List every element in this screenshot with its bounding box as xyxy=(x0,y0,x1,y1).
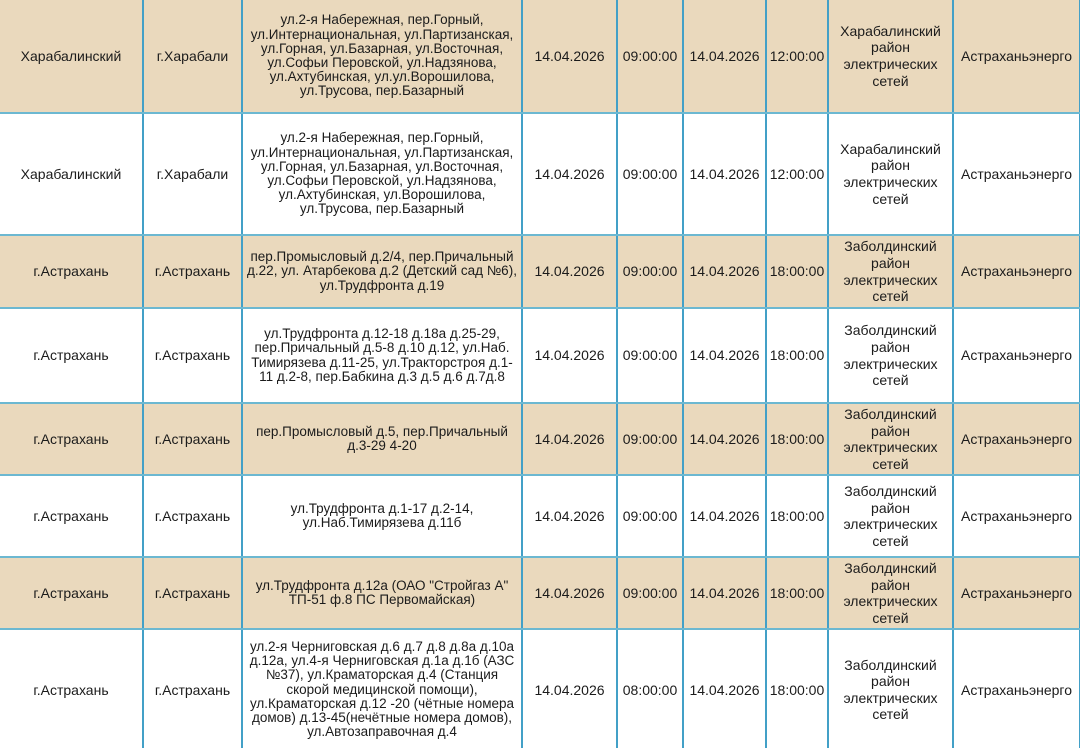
cell-branch: Астраханьэнерго xyxy=(953,557,1080,629)
cell-start-date: 14.04.2026 xyxy=(522,113,617,235)
cell-network-district: Харабалинский район электрических сетей xyxy=(828,0,953,113)
cell-branch: Астраханьэнерго xyxy=(953,308,1080,403)
cell-streets: ул.2-я Черниговская д.6 д.7 д.8 д.8а д.10а д.12а, ул.4-я Черниговская д.1а д.1б (АЗС №37), ул.Краматорская д.4 (Станция скорой медицинской помощи), ул.Краматорская д.12 -20 (чётные номера домов) д.13-45(нечётные номера домов), ул.Автозаправочная д.4 xyxy=(242,629,522,748)
table-row xyxy=(0,475,1080,557)
cell-end-time: 18:00:00 xyxy=(766,235,828,308)
cell-start-time: 09:00:00 xyxy=(617,0,683,113)
cell-city: г.Астрахань xyxy=(143,308,242,403)
cell-start-time: 08:00:00 xyxy=(617,629,683,748)
table-row xyxy=(0,113,1080,235)
cell-start-date: 14.04.2026 xyxy=(522,235,617,308)
cell-branch: Астраханьэнерго xyxy=(953,0,1080,113)
cell-city: г.Харабали xyxy=(143,0,242,113)
cell-district: Харабалинский xyxy=(0,0,143,113)
cell-district: г.Астрахань xyxy=(0,235,143,308)
cell-end-time: 12:00:00 xyxy=(766,113,828,235)
cell-end-time: 18:00:00 xyxy=(766,629,828,748)
cell-end-date: 14.04.2026 xyxy=(683,629,766,748)
cell-start-date: 14.04.2026 xyxy=(522,629,617,748)
cell-streets: пер.Промысловый д.5, пер.Причальный д.3-29 4-20 xyxy=(242,403,522,475)
cell-district: Харабалинский xyxy=(0,113,143,235)
cell-district: г.Астрахань xyxy=(0,308,143,403)
cell-streets: ул.Трудфронта д.1-17 д.2-14, ул.Наб.Тимирязева д.11б xyxy=(242,475,522,557)
cell-city: г.Астрахань xyxy=(143,629,242,748)
cell-start-time: 09:00:00 xyxy=(617,113,683,235)
cell-end-time: 18:00:00 xyxy=(766,308,828,403)
cell-start-time: 09:00:00 xyxy=(617,403,683,475)
cell-branch: Астраханьэнерго xyxy=(953,629,1080,748)
table-row xyxy=(0,629,1080,748)
cell-end-time: 18:00:00 xyxy=(766,557,828,629)
cell-branch: Астраханьэнерго xyxy=(953,403,1080,475)
table-row xyxy=(0,308,1080,403)
cell-city: г.Астрахань xyxy=(143,235,242,308)
cell-start-time: 09:00:00 xyxy=(617,475,683,557)
cell-streets: ул.2-я Набережная, пер.Горный, ул.Интернациональная, ул.Партизанская, ул.Горная, ул.Базарная, ул.Восточная, ул.Софьи Перовской, ул.Надзянова, ул.Ахтубинская, ул.Ворошилова, ул.Трусова, пер.Базарный xyxy=(242,113,522,235)
cell-end-time: 12:00:00 xyxy=(766,0,828,113)
cell-branch: Астраханьэнерго xyxy=(953,113,1080,235)
cell-start-date: 14.04.2026 xyxy=(522,308,617,403)
cell-city: г.Астрахань xyxy=(143,557,242,629)
cell-network-district: Заболдинский район электрических сетей xyxy=(828,308,953,403)
cell-end-date: 14.04.2026 xyxy=(683,557,766,629)
cell-network-district: Харабалинский район электрических сетей xyxy=(828,113,953,235)
cell-streets: пер.Промысловый д.2/4, пер.Причальный д.22, ул. Атарбекова д.2 (Детский сад №6), ул.Трудфронта д.19 xyxy=(242,235,522,308)
cell-branch: Астраханьэнерго xyxy=(953,475,1080,557)
cell-network-district: Заболдинский район электрических сетей xyxy=(828,235,953,308)
cell-network-district: Заболдинский район электрических сетей xyxy=(828,629,953,748)
cell-end-time: 18:00:00 xyxy=(766,403,828,475)
cell-start-date: 14.04.2026 xyxy=(522,403,617,475)
cell-network-district: Заболдинский район электрических сетей xyxy=(828,403,953,475)
cell-city: г.Астрахань xyxy=(143,475,242,557)
cell-district: г.Астрахань xyxy=(0,557,143,629)
cell-branch: Астраханьэнерго xyxy=(953,235,1080,308)
cell-streets: ул.2-я Набережная, пер.Горный, ул.Интернациональная, ул.Партизанская, ул.Горная, ул.Базарная, ул.Восточная, ул.Софьи Перовской, ул.Надзянова, ул.Ахтубинская, ул.ул.Ворошилова, ул.Трусова, пер.Базарный xyxy=(242,0,522,113)
cell-end-date: 14.04.2026 xyxy=(683,235,766,308)
cell-end-time: 18:00:00 xyxy=(766,475,828,557)
cell-end-date: 14.04.2026 xyxy=(683,308,766,403)
cell-network-district: Заболдинский район электрических сетей xyxy=(828,557,953,629)
cell-start-date: 14.04.2026 xyxy=(522,0,617,113)
cell-streets: ул.Трудфронта д.12а (ОАО "Стройгаз А" ТП-51 ф.8 ПС Первомайская) xyxy=(242,557,522,629)
cell-end-date: 14.04.2026 xyxy=(683,0,766,113)
cell-end-date: 14.04.2026 xyxy=(683,475,766,557)
cell-district: г.Астрахань xyxy=(0,403,143,475)
cell-district: г.Астрахань xyxy=(0,629,143,748)
cell-city: г.Харабали xyxy=(143,113,242,235)
cell-start-time: 09:00:00 xyxy=(617,557,683,629)
cell-start-date: 14.04.2026 xyxy=(522,475,617,557)
cell-network-district: Заболдинский район электрических сетей xyxy=(828,475,953,557)
cell-end-date: 14.04.2026 xyxy=(683,113,766,235)
cell-streets: ул.Трудфронта д.12-18 д.18а д.25-29, пер.Причальный д.5-8 д.10 д.12, ул.Наб. Тимирязева д.11-25, ул.Тракторстроя д.1-11 д.2-8, пер.Бабкина д.3 д.5 д.6 д.7д.8 xyxy=(242,308,522,403)
cell-district: г.Астрахань xyxy=(0,475,143,557)
cell-start-time: 09:00:00 xyxy=(617,235,683,308)
cell-city: г.Астрахань xyxy=(143,403,242,475)
table-row xyxy=(0,235,1080,308)
cell-end-date: 14.04.2026 xyxy=(683,403,766,475)
cell-start-time: 09:00:00 xyxy=(617,308,683,403)
cell-start-date: 14.04.2026 xyxy=(522,557,617,629)
table-row xyxy=(0,557,1080,629)
table-row xyxy=(0,403,1080,475)
table-row xyxy=(0,0,1080,113)
